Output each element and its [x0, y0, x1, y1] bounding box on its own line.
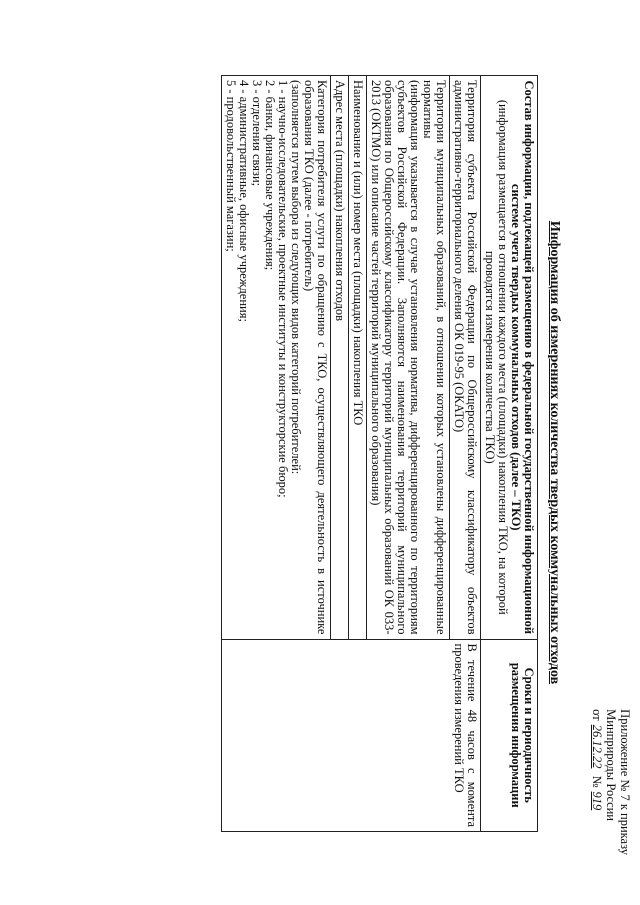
col1-header: [481, 76, 538, 640]
date-prefix: от: [590, 709, 604, 721]
appendix-line-1: Приложение № 7 к приказу: [618, 709, 632, 855]
row-municipal: [367, 76, 450, 640]
col2-header: Сроки и периодичность размещения информации: [481, 639, 538, 832]
consumer-note: (заполняется путем выбора из следующих видов категорий потребителей:: [289, 80, 303, 475]
deadline-cell: В течение 48 часов с момента проведения измерений ТКО: [222, 639, 481, 832]
order-number: 919: [590, 791, 604, 811]
row-site-address: Адрес места (площадки) накопления отходов: [331, 76, 349, 640]
appendix-header: [590, 709, 632, 855]
info-table: [221, 75, 538, 832]
col1-header-note: (информация размещается в отношении каждого места (площадки) накопления ТКО, на которой проводятся измерения количества ТКО): [483, 99, 510, 615]
row-consumer-category: [222, 76, 331, 640]
row-site-name: Наименование и (или) номер места (площадки) накопления ТКО: [349, 76, 367, 640]
table-header-row: [481, 76, 538, 832]
list-item: 4 - административные, офисные учреждения;: [237, 80, 251, 322]
list-item: 2 - банки, финансовые учреждения;: [263, 80, 277, 271]
list-item: 5 - продовольственный магазин;: [224, 80, 238, 252]
list-item: 1 - научно-исследовательские, проектные институты и конструкторские бюро;: [276, 80, 290, 498]
row-municipal-note: (информация указывается в случае установления норматива, дифференцированного по территориям субъектов Российской Федерации. Заполняются наименования территорий муниципального образования по Общероссийскому классификатору территорий муниципальных образований ОК 033-2013 (ОКТМО) или описание частей территорий муниципального образования): [369, 80, 422, 635]
number-prefix: №: [590, 775, 604, 788]
row-municipal-main: Территории муниципальных образований, в отношении которых установлены дифференцированные нормативы: [421, 80, 448, 635]
document-title: Информация об измерениях количества твердых коммунальных отходов: [547, 220, 562, 685]
table-row: [450, 76, 481, 832]
consumer-intro: Категория потребителя услуги по обращению с ТКО, осуществляющего деятельность в источнике образования ТКО (далее - потребитель): [302, 80, 329, 635]
row-okato: Территория субъекта Российской Федерации по Общероссийскому классификатору объектов административно-территориального деления ОК 019-95 (ОКАТО): [450, 76, 481, 640]
appendix-line-2: Минприроды России: [604, 709, 618, 821]
order-date: 26.12.22: [590, 724, 604, 769]
col1-header-bold: Состав информации, подлежащей размещению в федеральной государственной информационной системе учета твердых коммунальных отходов (далее – ТКО): [509, 80, 536, 635]
list-item: 3 - отделения связи;: [250, 80, 264, 187]
order-date-line: [590, 709, 604, 814]
